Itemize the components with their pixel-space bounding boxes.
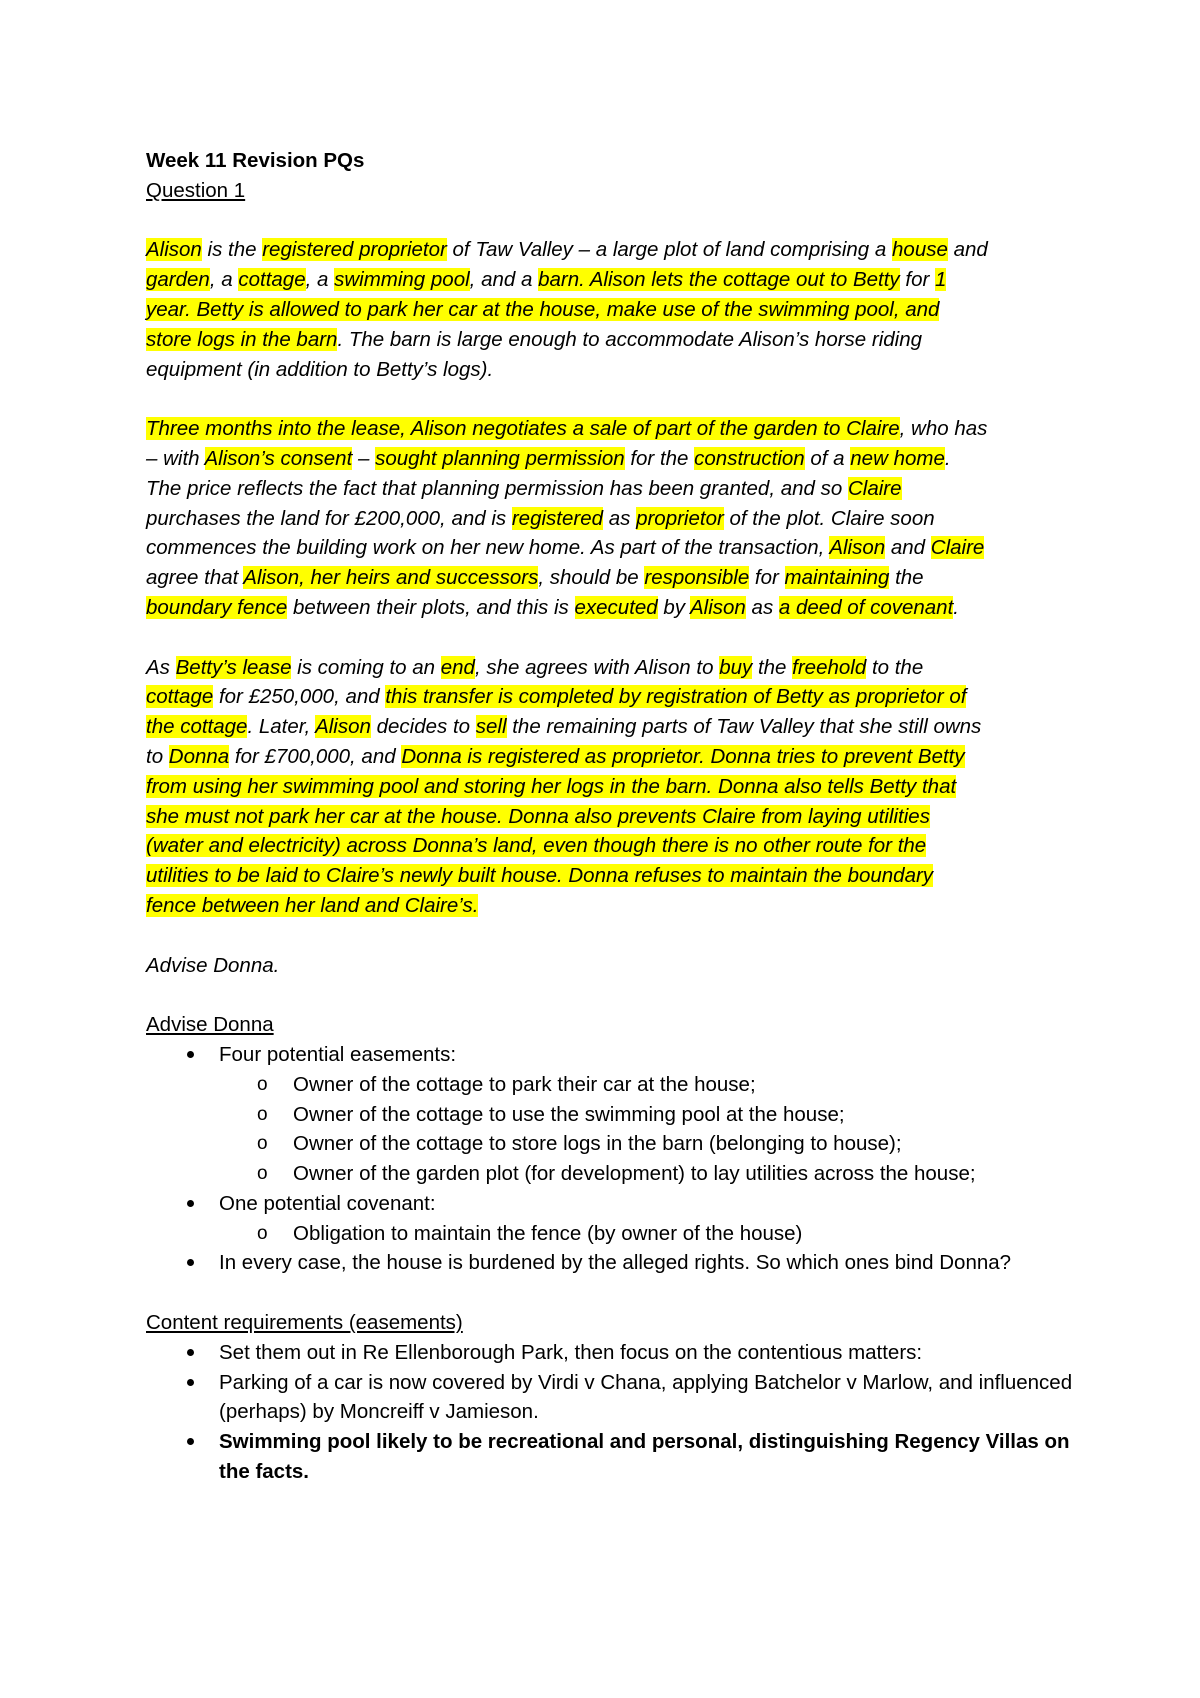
sub-list-item	[146, 1129, 1086, 1159]
list-item-text: Four potential easements:	[219, 1042, 457, 1066]
highlighted-text: a deed of covenant	[778, 595, 954, 619]
text-line	[146, 414, 1086, 444]
text-line	[146, 265, 1086, 295]
highlighted-text: Alison	[315, 715, 371, 739]
spacer	[146, 1278, 1086, 1308]
highlighted-text: she must not park her car at the house. Donna also prevents Claire from laying utilities	[146, 804, 930, 828]
highlighted-text: Claire	[930, 536, 985, 560]
text-line	[146, 355, 1086, 385]
text-line	[146, 533, 1086, 563]
text-run: commences the building work on her new home. As part of the transaction,	[146, 536, 830, 560]
text-run: , a	[305, 268, 335, 292]
text-line	[146, 444, 1086, 474]
highlighted-text: end	[440, 655, 475, 679]
text-run: . Later,	[247, 715, 316, 739]
list-item-text: One potential covenant:	[219, 1191, 436, 1215]
text-run: , a	[209, 268, 239, 292]
text-line	[146, 712, 1086, 742]
highlighted-text: Alison, her heirs and successors	[243, 566, 539, 590]
highlighted-text: (water and electricity) across Donna’s land, even though there is no other route for the	[146, 834, 927, 858]
text-run: as	[745, 595, 779, 619]
text-run: the remaining parts of Taw Valley that she still owns	[506, 715, 982, 739]
text-line	[146, 235, 1086, 265]
list-item-text: Obligation to maintain the fence (by owner of the house)	[293, 1221, 803, 1245]
facts-paragraph-1	[146, 235, 1086, 384]
text-line	[146, 742, 1086, 772]
list-item-text: Owner of the cottage to park their car at the house;	[293, 1072, 756, 1096]
text-run: – with	[146, 446, 205, 470]
list-item	[146, 1368, 1086, 1428]
list-item-text: Swimming pool likely to be recreational and personal, distinguishing Regency Villas on the facts.	[219, 1430, 1070, 1484]
text-run: , she agrees with Alison to	[474, 655, 720, 679]
highlighted-text: registered proprietor	[262, 238, 447, 262]
text-run: , should be	[538, 566, 645, 590]
text-run: between their plots, and this is	[287, 595, 575, 619]
text-line	[146, 831, 1086, 861]
text-run: , who has	[899, 417, 988, 441]
sub-list-item	[146, 1100, 1086, 1130]
sub-list-item	[146, 1159, 1086, 1189]
sub-list-item	[146, 1219, 1086, 1249]
text-run: . The barn is large enough to accommodate Alison’s horse riding	[337, 327, 923, 351]
text-line	[146, 772, 1086, 802]
document-title: Week 11 Revision PQs	[146, 149, 365, 172]
highlighted-text: proprietor	[636, 506, 724, 530]
text-run: for	[749, 566, 785, 590]
highlighted-text: construction	[694, 446, 805, 470]
text-run: and	[885, 536, 931, 560]
advise-heading: Advise Donna	[146, 1013, 274, 1037]
sub-list-item	[146, 1070, 1086, 1100]
list-item-text: Owner of the cottage to use the swimming pool at the house;	[293, 1102, 845, 1126]
text-line	[146, 563, 1086, 593]
spacer	[146, 206, 1086, 236]
highlighted-text: Alison	[690, 595, 746, 619]
highlighted-text: from using her swimming pool and storing her logs in the barn. Donna also tells Betty that	[146, 774, 957, 798]
facts-paragraph-2	[146, 414, 1086, 623]
text-line	[146, 802, 1086, 832]
spacer	[146, 384, 1086, 414]
highlighted-text: maintaining	[784, 566, 890, 590]
text-run: for £700,000, and	[229, 744, 402, 768]
highlighted-text: this transfer is completed by registration of Betty as proprietor of	[385, 685, 967, 709]
text-run: , and a	[469, 268, 539, 292]
highlighted-text: swimming pool	[334, 268, 470, 292]
text-run: for	[899, 268, 936, 292]
text-line	[146, 861, 1086, 891]
text-run: –	[352, 446, 376, 470]
spacer	[146, 623, 1086, 653]
text-run: .	[944, 446, 951, 470]
highlighted-text: sought planning permission	[375, 446, 625, 470]
text-run: and	[947, 238, 988, 262]
text-run: is coming to an	[291, 655, 441, 679]
highlighted-text: Donna	[168, 744, 230, 768]
text-run: for £250,000, and	[213, 685, 386, 709]
list-item-text: In every case, the house is burdened by the alleged rights. So which ones bind Donna?	[219, 1251, 1012, 1275]
text-run: to	[146, 744, 169, 768]
text-run: of the plot. Claire soon	[723, 506, 935, 530]
list-item-text: Owner of the cottage to store logs in the barn (belonging to house);	[293, 1132, 902, 1156]
highlighted-text: house	[892, 238, 948, 262]
highlighted-text: new home	[850, 446, 945, 470]
text-line	[146, 325, 1086, 355]
content-requirements-list	[146, 1338, 1086, 1487]
highlighted-text: Three months into the lease, Alison negotiates a sale of part of the garden to Claire	[146, 417, 900, 441]
list-item-text: Set them out in Re Ellenborough Park, then focus on the contentious matters:	[219, 1340, 923, 1364]
text-run: agree that	[146, 566, 244, 590]
text-run: The price reflects the fact that planning permission has been granted, and so	[146, 476, 848, 500]
text-run: of Taw Valley – a large plot of land comprising a	[446, 238, 893, 262]
highlighted-text: utilities to be laid to Claire’s newly built house. Donna refuses to maintain the boundary	[146, 864, 934, 888]
content-heading: Content requirements (easements)	[146, 1311, 463, 1335]
highlighted-text: buy	[719, 655, 753, 679]
text-run: purchases the land for £200,000, and is	[146, 506, 512, 530]
question-heading: Question 1	[146, 178, 246, 202]
text-run: equipment (in addition to Betty’s logs).	[146, 357, 494, 381]
text-line	[146, 891, 1086, 921]
highlighted-text: Claire	[847, 476, 902, 500]
highlighted-text: garden	[146, 268, 210, 292]
text-run: is the	[201, 238, 263, 262]
spacer	[146, 921, 1086, 951]
advise-line: Advise Donna.	[146, 953, 280, 977]
highlighted-text: year. Betty is allowed to park her car at the house, make use of the swimming pool, and	[146, 297, 940, 321]
advise-list	[146, 1040, 1086, 1278]
highlighted-text: fence between her land and Claire’s.	[146, 893, 479, 917]
highlighted-text: Alison	[146, 238, 202, 262]
highlighted-text: Donna is registered as proprietor. Donna tries to prevent Betty	[401, 744, 965, 768]
highlighted-text: barn. Alison lets the cottage out to Betty	[538, 268, 900, 292]
highlighted-text: Betty’s lease	[175, 655, 292, 679]
text-run: for the	[624, 446, 695, 470]
text-run: the	[752, 655, 793, 679]
text-run: by	[657, 595, 690, 619]
text-run: .	[953, 595, 959, 619]
highlighted-text: sell	[475, 715, 507, 739]
text-run: to the	[866, 655, 924, 679]
highlighted-text: cottage	[238, 268, 306, 292]
text-line	[146, 653, 1086, 683]
text-run: of a	[804, 446, 851, 470]
list-item-text: Parking of a car is now covered by Virdi v Chana, applying Batchelor v Marlow, and influenced (perhaps) by Moncreiff v Jamieson.	[219, 1370, 1073, 1424]
facts-paragraph-3	[146, 653, 1086, 921]
highlighted-text: registered	[511, 506, 604, 530]
text-line	[146, 682, 1086, 712]
text-run: decides to	[370, 715, 476, 739]
highlighted-text: the cottage	[146, 715, 248, 739]
text-line	[146, 593, 1086, 623]
text-line	[146, 504, 1086, 534]
list-item	[146, 1189, 1086, 1219]
text-line	[146, 295, 1086, 325]
text-run: the	[889, 566, 924, 590]
spacer	[146, 980, 1086, 1010]
list-item	[146, 1427, 1086, 1487]
list-item	[146, 1248, 1086, 1278]
highlighted-text: cottage	[146, 685, 214, 709]
highlighted-text: boundary fence	[146, 595, 288, 619]
document-page	[146, 146, 1086, 1487]
text-run: As	[146, 655, 176, 679]
highlighted-text: responsible	[644, 566, 750, 590]
highlighted-text: 1	[935, 268, 947, 292]
highlighted-text: executed	[574, 595, 658, 619]
highlighted-text: freehold	[792, 655, 867, 679]
highlighted-text: Alison’s consent	[204, 446, 353, 470]
highlighted-text: store logs in the barn	[146, 327, 338, 351]
list-item-text: Owner of the garden plot (for development) to lay utilities across the house;	[293, 1162, 976, 1186]
list-item	[146, 1040, 1086, 1070]
text-run: as	[603, 506, 637, 530]
list-item	[146, 1338, 1086, 1368]
text-line	[146, 474, 1086, 504]
highlighted-text: Alison	[829, 536, 886, 560]
